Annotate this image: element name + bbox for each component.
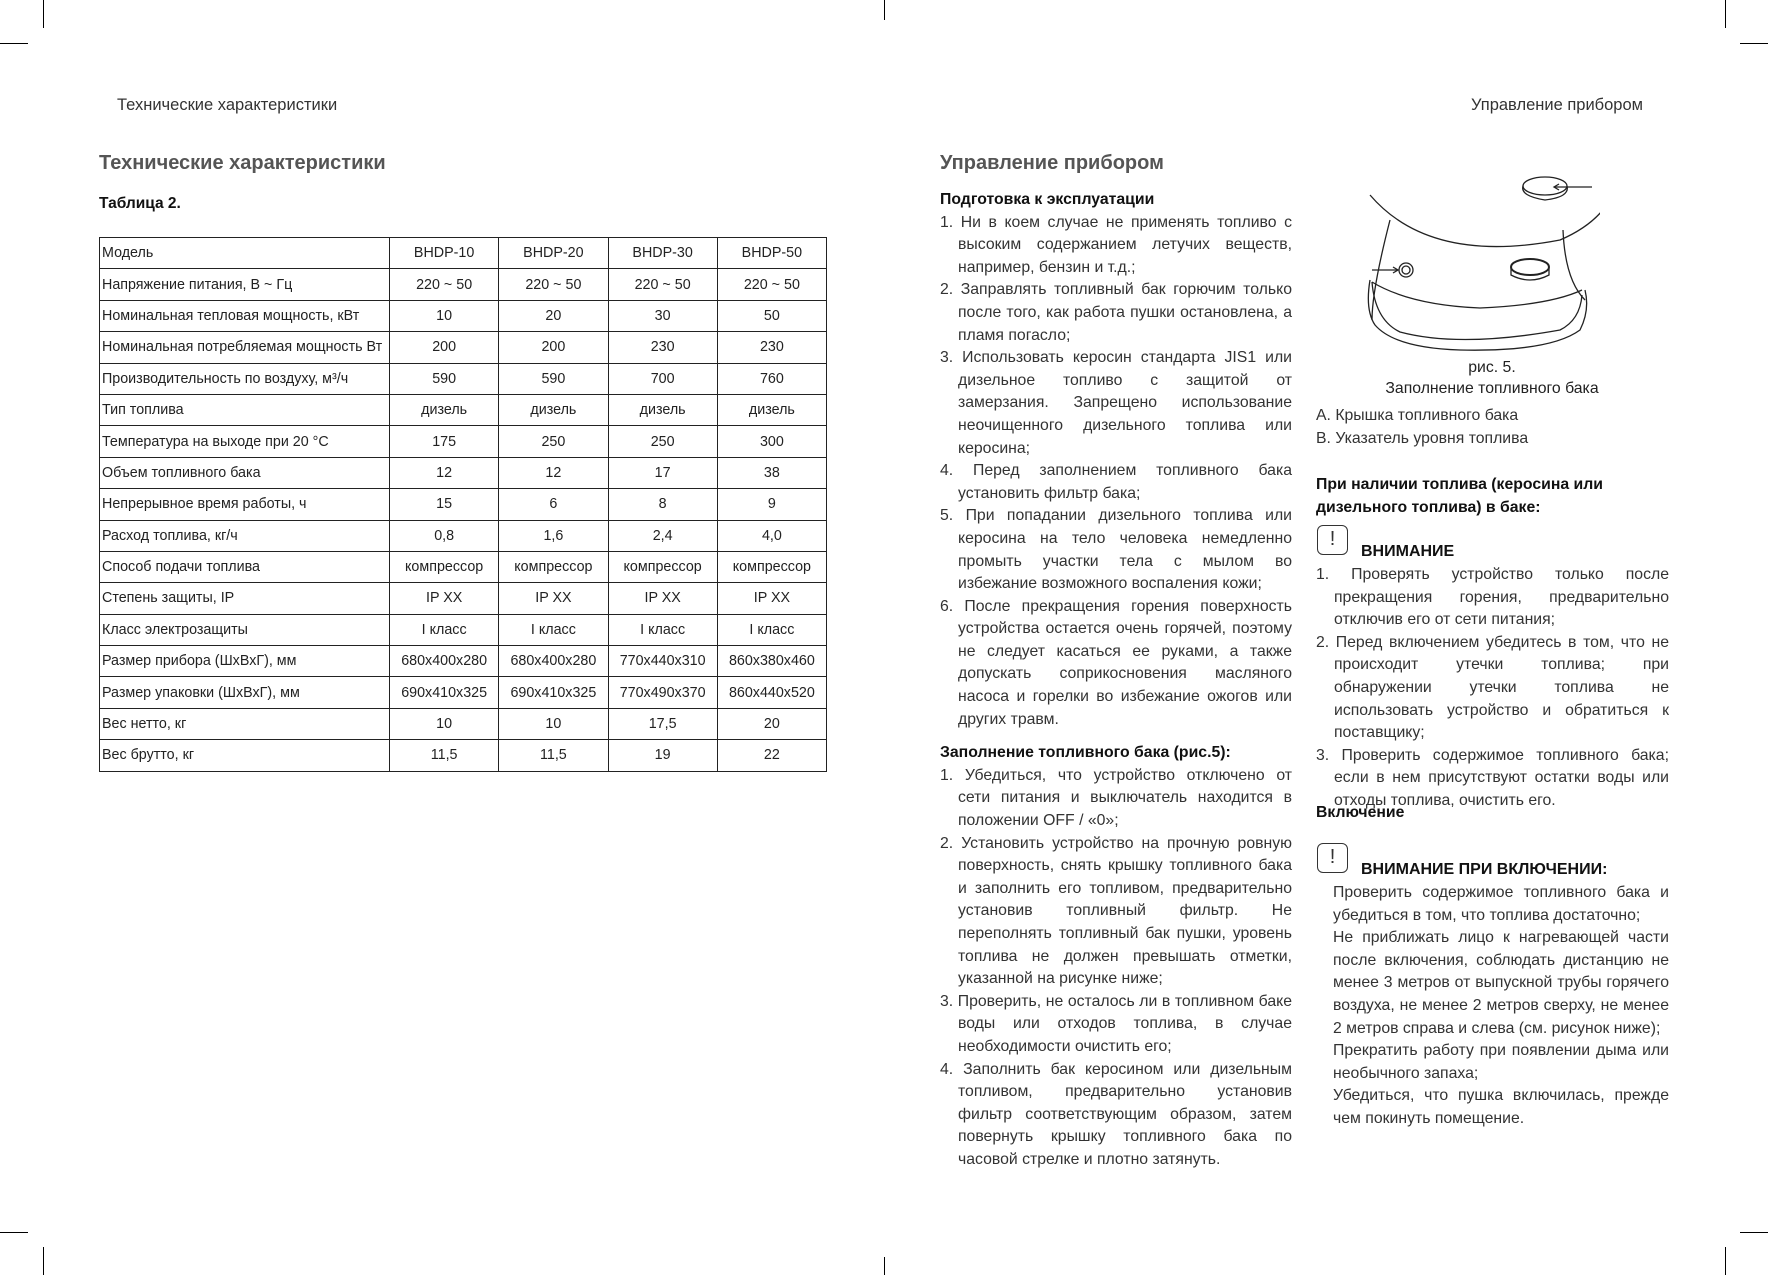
table-cell: 10 bbox=[390, 300, 499, 331]
legend-item-b: В. Указатель уровня топлива bbox=[1316, 429, 1529, 447]
list-item: 1. Проверять устройство только после прекращения горения, предварительно отключив его от сети питания; bbox=[1316, 566, 1669, 629]
fuel-present-heading: При наличии топлива (керосина или дизельного топлива) в баке: bbox=[1316, 476, 1604, 516]
table-cell: 10 bbox=[390, 708, 499, 739]
table-cell: 50 bbox=[717, 300, 826, 331]
table-row bbox=[100, 457, 827, 488]
crop-mark bbox=[1725, 0, 1726, 28]
list-item: 2. Заправлять топливный бак горючим только после того, как работа пушки остановлена, а пламя погасло; bbox=[940, 281, 1292, 344]
fill-heading: Заполнение топливного бака (рис.5): bbox=[940, 744, 1231, 762]
crop-mark bbox=[0, 43, 28, 44]
table-row bbox=[100, 646, 827, 677]
exclamation-icon: ! bbox=[1317, 525, 1348, 555]
crop-mark bbox=[1740, 1232, 1768, 1233]
row-label: Модель bbox=[100, 238, 390, 269]
table-cell: 6 bbox=[499, 489, 608, 520]
table-cell: 17,5 bbox=[608, 708, 717, 739]
list-item: 3. Проверить, не осталось ли в топливном баке воды или отходов топлива, в случае необходимости очистить его; bbox=[940, 992, 1292, 1055]
list-item: 3. Проверить содержимое топливного бака; если в нем присутствуют остатки воды или отходы топлива, очистить его. bbox=[1316, 746, 1669, 809]
table-cell: 590 bbox=[390, 363, 499, 394]
list-item: 2. Перед включением убедитесь в том, что не происходит утечки топлива; при обнаружении утечки топлива не использовать устройство и обратиться к поставщику; bbox=[1316, 633, 1669, 742]
table-cell: 760 bbox=[717, 363, 826, 394]
table-cell: 690x410x325 bbox=[390, 677, 499, 708]
table-row bbox=[100, 363, 827, 394]
table-cell: 22 bbox=[717, 740, 826, 771]
list-item: Убедиться, что пушка включилась, прежде чем покинуть помещение. bbox=[1333, 1087, 1669, 1127]
list-item: 1. Убедиться, что устройство отключено от сети питания и выключатель находится в положении OFF / «0»; bbox=[940, 766, 1292, 830]
table-cell: 300 bbox=[717, 426, 826, 457]
table-cell: 250 bbox=[608, 426, 717, 457]
table-cell: 230 bbox=[717, 332, 826, 363]
table-cell: 590 bbox=[499, 363, 608, 394]
table-cell: 250 bbox=[499, 426, 608, 457]
table-cell: дизель bbox=[717, 394, 826, 425]
table-cell: 690x410x325 bbox=[499, 677, 608, 708]
prep-heading: Подготовка к эксплуатации bbox=[940, 191, 1155, 208]
table-cell: 4,0 bbox=[717, 520, 826, 551]
table-cell: 230 bbox=[608, 332, 717, 363]
row-label: Номинальная тепловая мощность, кВт bbox=[100, 300, 390, 331]
table-cell: 860x380x460 bbox=[717, 646, 826, 677]
table-row bbox=[100, 551, 827, 582]
table-cell: 20 bbox=[499, 300, 608, 331]
row-label: Расход топлива, кг/ч bbox=[100, 520, 390, 551]
table-cell: 770x490x370 bbox=[608, 677, 717, 708]
row-label: Производительность по воздуху, м³/ч bbox=[100, 363, 390, 394]
table-cell: BHDP-20 bbox=[499, 238, 608, 269]
table-row bbox=[100, 583, 827, 614]
row-label: Вес брутто, кг bbox=[100, 740, 390, 771]
figure-number: рис. 5. bbox=[1468, 359, 1516, 376]
table-cell: компрессор bbox=[390, 551, 499, 582]
crop-mark bbox=[884, 0, 885, 20]
row-label: Вес нетто, кг bbox=[100, 708, 390, 739]
table-cell: компрессор bbox=[717, 551, 826, 582]
list-item: 1. Ни в коем случае не применять топливо с высоким содержанием летучих веществ, например, бензин и т.д.; bbox=[940, 213, 1292, 276]
table-cell: 11,5 bbox=[390, 740, 499, 771]
table-cell: дизель bbox=[390, 394, 499, 425]
table-row bbox=[100, 269, 827, 300]
table-cell: 220 ~ 50 bbox=[717, 269, 826, 300]
table-cell: I класс bbox=[499, 614, 608, 645]
row-label: Класс электрозащиты bbox=[100, 614, 390, 645]
warning-title: ВНИМАНИЕ bbox=[1361, 543, 1455, 560]
table-row bbox=[100, 740, 827, 771]
list-item: Не приближать лицо к нагревающей части после включения, соблюдать дистанцию не менее 3 метров от выпускной трубы горячего воздуха, не менее 2 метров сверху, не менее 2 метров справа и слева (см. рисунок ниже); bbox=[1333, 929, 1669, 1037]
crop-mark bbox=[0, 1232, 28, 1233]
table-cell: 220 ~ 50 bbox=[390, 269, 499, 300]
list-item: 2. Установить устройство на прочную ровную поверхность, снять крышку топливного бака и заполнить его топливом, предварительно установив топливный фильтр. Не переполнять топливный бак пушки, уровень топлива не должен превышать отметки, указанной на рисунке ниже; bbox=[940, 834, 1292, 988]
table-cell: IP XX bbox=[390, 583, 499, 614]
table-cell: 17 bbox=[608, 457, 717, 488]
figure-caption: Заполнение топливного бака bbox=[1385, 380, 1599, 397]
table-row bbox=[100, 520, 827, 551]
table-cell: 8 bbox=[608, 489, 717, 520]
table-cell: 220 ~ 50 bbox=[499, 269, 608, 300]
table-row bbox=[100, 426, 827, 457]
specs-table bbox=[99, 237, 827, 772]
table-cell: IP XX bbox=[499, 583, 608, 614]
table-cell: 30 bbox=[608, 300, 717, 331]
table-cell: дизель bbox=[608, 394, 717, 425]
list-item: Проверить содержимое топливного бака и убедиться в том, что топлива достаточно; bbox=[1333, 884, 1669, 924]
row-label: Непрерывное время работы, ч bbox=[100, 489, 390, 520]
table-row bbox=[100, 394, 827, 425]
row-label: Размер прибора (ШхВхГ), мм bbox=[100, 646, 390, 677]
table-cell: 20 bbox=[717, 708, 826, 739]
table-row bbox=[100, 489, 827, 520]
table-cell: 770x440x310 bbox=[608, 646, 717, 677]
table-cell: IP XX bbox=[608, 583, 717, 614]
figure-legend bbox=[1316, 405, 1528, 450]
row-label: Тип топлива bbox=[100, 394, 390, 425]
table-cell: 10 bbox=[499, 708, 608, 739]
table-cell: 175 bbox=[390, 426, 499, 457]
table-cell: дизель bbox=[499, 394, 608, 425]
running-header-right: Управление прибором bbox=[1471, 96, 1643, 114]
fuel-present-list bbox=[1316, 564, 1669, 813]
table-cell: I класс bbox=[608, 614, 717, 645]
list-item: 5. При попадании дизельного топлива или керосина на тело человека немедленно промыть участки тела с мылом во избежание возможного воспаления кожи; bbox=[940, 507, 1292, 593]
list-item: 3. Использовать керосин стандарта JIS1 или дизельное топливо с защитой от замерзания. Запрещено использование неочищенного дизельного топлива или керосина; bbox=[940, 349, 1292, 457]
row-label: Способ подачи топлива bbox=[100, 551, 390, 582]
table-row bbox=[100, 708, 827, 739]
table-row bbox=[100, 614, 827, 645]
table-cell: BHDP-10 bbox=[390, 238, 499, 269]
table-cell: IP XX bbox=[717, 583, 826, 614]
row-label: Напряжение питания, В ~ Гц bbox=[100, 269, 390, 300]
list-item: 4. Перед заполнением топливного бака установить фильтр бака; bbox=[940, 462, 1292, 502]
table-cell: 680x400x280 bbox=[499, 646, 608, 677]
table-cell: BHDP-50 bbox=[717, 238, 826, 269]
table-row bbox=[100, 332, 827, 363]
exclamation-icon: ! bbox=[1317, 843, 1348, 873]
table-cell: 860x440x520 bbox=[717, 677, 826, 708]
list-item: 6. После прекращения горения поверхность устройства остается очень горячей, поэтому не следует касаться ее руками, а также допускать соприкосновения масляного насоса и горелки во избежание ожогов или других травм. bbox=[940, 597, 1292, 728]
row-label: Номинальная потребляемая мощность Вт bbox=[100, 332, 390, 363]
table-row bbox=[100, 677, 827, 708]
table-cell: 11,5 bbox=[499, 740, 608, 771]
section-title: Технические характеристики bbox=[99, 152, 386, 174]
table-cell: 1,6 bbox=[499, 520, 608, 551]
warning-title-switch-on: ВНИМАНИЕ ПРИ ВКЛЮЧЕНИИ: bbox=[1361, 861, 1608, 878]
crop-mark bbox=[1740, 43, 1768, 44]
table-row bbox=[100, 300, 827, 331]
table-cell: компрессор bbox=[608, 551, 717, 582]
table-caption: Таблица 2. bbox=[99, 195, 181, 212]
fill-list bbox=[940, 765, 1292, 1172]
section-title: Управление прибором bbox=[940, 152, 1164, 174]
row-label: Степень защиты, IP bbox=[100, 583, 390, 614]
list-item: Прекратить работу при появлении дыма или необычного запаха; bbox=[1333, 1042, 1669, 1082]
crop-mark bbox=[884, 1257, 885, 1275]
table-cell: 15 bbox=[390, 489, 499, 520]
crop-mark bbox=[1725, 1247, 1726, 1275]
table-cell: компрессор bbox=[499, 551, 608, 582]
table-cell: 2,4 bbox=[608, 520, 717, 551]
row-label: Температура на выходе при 20 °С bbox=[100, 426, 390, 457]
table-cell: 700 bbox=[608, 363, 717, 394]
running-header-left: Технические характеристики bbox=[117, 96, 338, 114]
table-cell: 9 bbox=[717, 489, 826, 520]
table-cell: 38 bbox=[717, 457, 826, 488]
table-row bbox=[100, 238, 827, 269]
crop-mark bbox=[43, 0, 44, 28]
legend-item-a: А. Крышка топливного бака bbox=[1316, 407, 1519, 424]
table-cell: 12 bbox=[390, 457, 499, 488]
switch-on-list bbox=[1333, 882, 1669, 1131]
row-label: Объем топливного бака bbox=[100, 457, 390, 488]
switch-on-heading: Включение bbox=[1316, 804, 1405, 821]
table-cell: 0,8 bbox=[390, 520, 499, 551]
prep-section bbox=[940, 189, 1292, 1172]
fuel-tank-illustration bbox=[1360, 170, 1600, 355]
table-cell: 200 bbox=[499, 332, 608, 363]
list-item: 4. Заполнить бак керосином или дизельным топливом, предварительно установив фильтр соответствующим образом, затем повернуть крышку топливного бака по часовой стрелке и плотно затянуть. bbox=[940, 1060, 1292, 1168]
crop-mark bbox=[43, 1247, 44, 1275]
table-cell: 220 ~ 50 bbox=[608, 269, 717, 300]
table-cell: BHDP-30 bbox=[608, 238, 717, 269]
table-cell: I класс bbox=[717, 614, 826, 645]
table-cell: 12 bbox=[499, 457, 608, 488]
table-cell: I класс bbox=[390, 614, 499, 645]
prep-list bbox=[940, 212, 1292, 732]
table-cell: 19 bbox=[608, 740, 717, 771]
table-cell: 680x400x280 bbox=[390, 646, 499, 677]
table-cell: 200 bbox=[390, 332, 499, 363]
row-label: Размер упаковки (ШхВхГ), мм bbox=[100, 677, 390, 708]
